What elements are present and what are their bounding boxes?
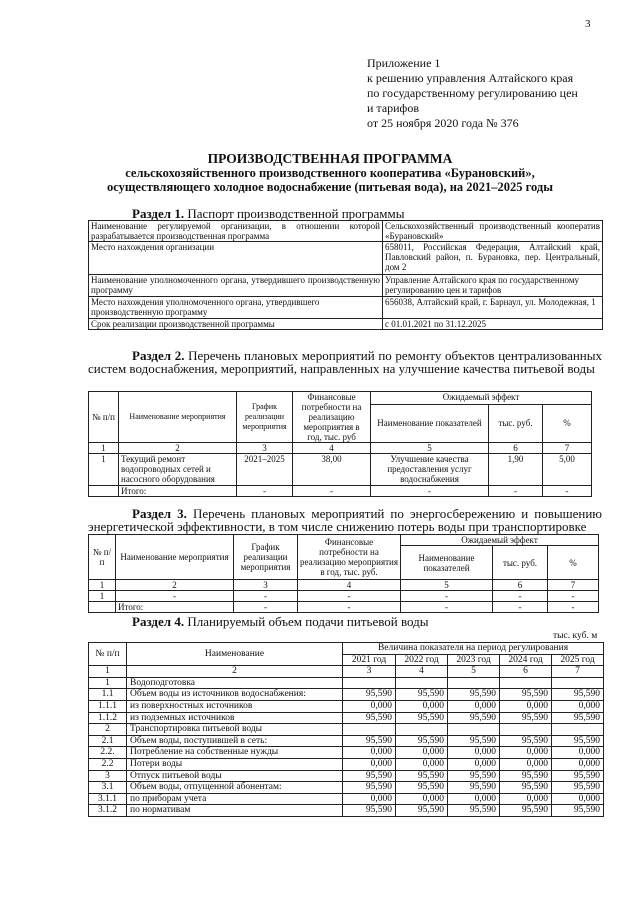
table-cell: 95,590 (448, 689, 500, 701)
section-label: Раздел 1. (132, 206, 185, 221)
table-cell: 95,590 (500, 770, 552, 782)
table-cell: - (493, 602, 548, 613)
table-cell: 3.1 (89, 782, 127, 794)
table-cell: - (371, 486, 489, 497)
table-cell: 0,000 (552, 700, 604, 712)
section1-table (88, 220, 603, 330)
table-cell: 95,590 (448, 712, 500, 724)
table-cell (448, 677, 500, 689)
table-header-row (89, 535, 599, 546)
table-cell: Потребление на собственные нужды (127, 747, 343, 759)
table-cell: по нормативам (127, 805, 343, 817)
table-cell: 95,590 (396, 770, 448, 782)
annex-line: по государственному регулированию цен (367, 86, 578, 100)
table-cell: 95,590 (448, 805, 500, 817)
section-title: Перечень плановых мероприятий по энергосбережению и повышению энергетической эффективности, в том числе снижению потерь воды при транспортировке (88, 506, 602, 534)
header-cell: Наименование показателей (371, 404, 489, 442)
table-cell: 95,590 (552, 712, 604, 724)
table-cell: Улучшение качества предоставления услуг водоснабжения (371, 454, 489, 486)
table-cell: 0,000 (343, 793, 396, 805)
table-cell (89, 486, 119, 497)
table-cell (500, 677, 552, 689)
table-cell: 95,590 (552, 735, 604, 747)
table-cell (448, 724, 500, 736)
table-cell: 3 (89, 770, 127, 782)
table-cell: 0,000 (343, 700, 396, 712)
table-cell: Наименование уполномоченного органа, утвердившего производственную программу (89, 275, 383, 297)
table-cell: из поверхностных источников (127, 700, 343, 712)
table-cell: 1.1.1 (89, 700, 127, 712)
table-row (89, 677, 604, 689)
table-cell: 95,590 (343, 712, 396, 724)
table-cell: 7 (543, 443, 592, 454)
section3-table (88, 534, 599, 613)
table-cell (89, 602, 116, 613)
annex-block (367, 56, 578, 131)
header-cell: % (548, 546, 599, 580)
annex-line: от 25 ноября 2020 года № 376 (367, 116, 519, 130)
header-cell: % (543, 404, 592, 442)
header-cell: Наименование мероприятия (119, 392, 237, 443)
title-line: осуществляющего холодное водоснабжение (питьевая вода), на 2021–2025 годы (107, 180, 553, 194)
table-cell: 0,000 (396, 758, 448, 770)
table-row (89, 443, 592, 454)
table-row (89, 724, 604, 736)
table-row (89, 805, 604, 817)
table-cell: - (493, 591, 548, 602)
table-cell: - (293, 486, 371, 497)
header-cell: № п/п (89, 643, 127, 666)
header-cell: 2022 год (396, 654, 448, 666)
table-cell: 2 (119, 443, 237, 454)
table-cell: - (401, 602, 493, 613)
table-cell: 95,590 (343, 770, 396, 782)
table-cell: Объем воды, отпущенной абонентам: (127, 782, 343, 794)
table-cell (552, 724, 604, 736)
table-cell: 0,000 (552, 747, 604, 759)
table-cell: 0,000 (500, 758, 552, 770)
table-cell (396, 724, 448, 736)
table-cell: 3 (343, 666, 396, 678)
table-cell: 2.1 (89, 735, 127, 747)
table-cell: 95,590 (343, 689, 396, 701)
table-cell: 95,590 (552, 805, 604, 817)
table-cell: - (298, 591, 401, 602)
table-cell: 95,590 (500, 805, 552, 817)
table-cell: - (401, 591, 493, 602)
table-cell: - (234, 591, 298, 602)
header-cell: № п/п (89, 535, 116, 580)
header-cell: Ожидаемый эффект (371, 392, 592, 405)
table-cell: 95,590 (552, 782, 604, 794)
table-cell: Потери воды (127, 758, 343, 770)
header-cell: Наименование (127, 643, 343, 666)
section4-table (88, 642, 604, 817)
header-cell: № п/п (89, 392, 119, 443)
table-cell: 5,00 (543, 454, 592, 486)
table-cell: 656038, Алтайский край, г. Барнаул, ул. Молодежная, 1 (383, 297, 603, 319)
table-row (89, 712, 604, 724)
table-cell: 95,590 (343, 735, 396, 747)
table-cell: 95,590 (448, 770, 500, 782)
table-cell: по приборам учета (127, 793, 343, 805)
table-row (89, 666, 604, 678)
table-row (89, 221, 603, 242)
page-number: 3 (585, 18, 591, 30)
table-row (89, 782, 604, 794)
table-cell: Итого: (116, 602, 234, 613)
header-cell: График реализации мероприятия (234, 535, 298, 580)
table-header-row (89, 392, 592, 405)
table-cell: 1 (89, 454, 119, 486)
table-cell: 2.2 (89, 758, 127, 770)
header-cell: Финансовые потребности на реализацию мероприятия в год, тыс. руб (293, 392, 371, 443)
table-cell: Итого: (119, 486, 237, 497)
table-cell: 2 (116, 580, 234, 591)
table-cell: Место нахождения организации (89, 242, 383, 275)
table-cell: 7 (552, 666, 604, 678)
header-cell: Финансовые потребности на реализацию мероприятия в год, тыс. руб. (298, 535, 401, 580)
table-cell: 0,000 (396, 747, 448, 759)
section2-table (88, 391, 592, 497)
table-cell: 0,000 (448, 793, 500, 805)
header-cell: Наименование показателей (401, 546, 493, 580)
table-cell: 2021–2025 (237, 454, 293, 486)
table-cell: 4 (298, 580, 401, 591)
table-cell: 1 (89, 677, 127, 689)
table-cell: 4 (396, 666, 448, 678)
table-cell: Сельскохозяйственный производственный кооператив «Бурановский» (383, 221, 603, 242)
table-cell: 1.1 (89, 689, 127, 701)
table-cell: 0,000 (448, 758, 500, 770)
table-cell: Водоподготовка (127, 677, 343, 689)
table-cell: 95,590 (500, 712, 552, 724)
table-cell: 1,90 (489, 454, 543, 486)
table-cell: с 01.01.2021 по 31.12.2025 (383, 319, 603, 330)
unit-label: тыс. куб. м (553, 631, 598, 641)
table-cell: 6 (500, 666, 552, 678)
table-row (89, 275, 603, 297)
table-row (89, 454, 592, 486)
header-cell: тыс. руб. (493, 546, 548, 580)
table-cell (343, 724, 396, 736)
table-cell: - (548, 602, 599, 613)
table-cell: 3.1.1 (89, 793, 127, 805)
table-cell: 0,000 (343, 747, 396, 759)
table-cell: 95,590 (500, 735, 552, 747)
table-cell: 3.1.2 (89, 805, 127, 817)
table-cell: 5 (371, 443, 489, 454)
annex-line: к решению управления Алтайского края (367, 71, 574, 85)
header-cell: График реализации мероприятия (237, 392, 293, 443)
table-cell: 2 (89, 724, 127, 736)
table-cell: - (237, 486, 293, 497)
section2-heading (88, 349, 602, 375)
table-cell: - (489, 486, 543, 497)
table-cell (396, 677, 448, 689)
section-label: Раздел 3. (132, 506, 187, 521)
table-cell: Срок реализации производственной программы (89, 319, 383, 330)
table-cell: Управление Алтайского края по государственному регулированию цен и тарифов (383, 275, 603, 297)
table-cell: 95,590 (448, 735, 500, 747)
table-cell: 95,590 (396, 712, 448, 724)
table-row (89, 747, 604, 759)
table-cell: 2.2. (89, 747, 127, 759)
table-cell: из подземных источников (127, 712, 343, 724)
header-cell: 2024 год (500, 654, 552, 666)
header-cell: Ожидаемый эффект (401, 535, 599, 546)
header-cell: 2025 год (552, 654, 604, 666)
table-cell: 0,000 (396, 793, 448, 805)
table-cell: Объем воды из источников водоснабжения: (127, 689, 343, 701)
table-cell: 95,590 (552, 689, 604, 701)
table-cell: - (234, 602, 298, 613)
table-header-row (89, 643, 604, 655)
table-cell: 38,00 (293, 454, 371, 486)
table-row (89, 319, 603, 330)
table-cell: 95,590 (500, 689, 552, 701)
table-cell: - (543, 486, 592, 497)
table-cell: 6 (493, 580, 548, 591)
table-cell: 95,590 (343, 782, 396, 794)
header-cell: тыс. руб. (489, 404, 543, 442)
table-cell: 1.1.2 (89, 712, 127, 724)
table-cell: 95,590 (396, 689, 448, 701)
table-cell (500, 724, 552, 736)
table-cell: 2 (127, 666, 343, 678)
table-cell: 658011, Российская Федерация, Алтайский край, Павловский район, п. Бурановка, пер. Центральный, дом 2 (383, 242, 603, 275)
table-row (89, 591, 599, 602)
table-cell: - (548, 591, 599, 602)
table-cell: 95,590 (343, 805, 396, 817)
table-cell: - (298, 602, 401, 613)
table-cell: 0,000 (552, 793, 604, 805)
header-cell: 2021 год (343, 654, 396, 666)
section3-heading (88, 507, 602, 533)
table-cell: 95,590 (500, 782, 552, 794)
table-row (89, 297, 603, 319)
annex-line: Приложение 1 (367, 56, 441, 70)
table-cell: 0,000 (500, 700, 552, 712)
table-cell: 0,000 (500, 793, 552, 805)
section-title: Паспорт производственной программы (187, 206, 405, 221)
table-cell (552, 677, 604, 689)
header-cell: Наименование мероприятия (116, 535, 234, 580)
section4-heading (132, 614, 429, 630)
table-cell: - (116, 591, 234, 602)
table-cell: 0,000 (343, 758, 396, 770)
table-cell: 0,000 (500, 747, 552, 759)
title-line: сельскохозяйственного производственного кооператива «Бурановский», (125, 166, 535, 180)
table-cell: 5 (401, 580, 493, 591)
table-cell: 6 (489, 443, 543, 454)
table-cell: 0,000 (448, 747, 500, 759)
table-cell: 0,000 (396, 700, 448, 712)
table-row (89, 486, 592, 497)
title-line: ПРОИЗВОДСТВЕННАЯ ПРОГРАММА (207, 151, 453, 166)
table-cell: 7 (548, 580, 599, 591)
table-row (89, 735, 604, 747)
table-cell: 95,590 (396, 782, 448, 794)
table-row (89, 242, 603, 275)
table-cell: 95,590 (448, 782, 500, 794)
table-cell: 0,000 (448, 700, 500, 712)
table-cell: 5 (448, 666, 500, 678)
table-cell: 1 (89, 591, 116, 602)
table-row (89, 770, 604, 782)
table-cell: 0,000 (552, 758, 604, 770)
table-cell: 1 (89, 666, 127, 678)
header-cell: Величина показателя на период регулирования (343, 643, 604, 655)
table-row (89, 700, 604, 712)
table-cell: 3 (237, 443, 293, 454)
section-label: Раздел 2. (132, 348, 185, 363)
table-cell: Место нахождения уполномоченного органа, утвердившего производственную программу (89, 297, 383, 319)
table-cell: Текущий ремонт водопроводных сетей и насосного оборудования (119, 454, 237, 486)
table-cell: Транспортировка питьевой воды (127, 724, 343, 736)
document-title (60, 152, 600, 194)
header-cell: 2023 год (448, 654, 500, 666)
table-cell: Наименование регулируемой организации, в отношении которой разрабатывается производственная программа (89, 221, 383, 242)
section-title: Планируемый объем подачи питьевой воды (187, 614, 429, 629)
table-cell: 4 (293, 443, 371, 454)
table-cell: 3 (234, 580, 298, 591)
table-row (89, 689, 604, 701)
section-title: Перечень плановых мероприятий по ремонту объектов централизованных систем водоснабжения, мероприятий, направленных на улучшение качества питьевой воды (88, 348, 602, 376)
table-row (89, 602, 599, 613)
table-cell: 1 (89, 580, 116, 591)
table-cell: 95,590 (396, 805, 448, 817)
table-cell: 1 (89, 443, 119, 454)
table-row (89, 580, 599, 591)
table-cell (343, 677, 396, 689)
annex-line: и тарифов (367, 101, 420, 115)
table-cell: Отпуск питьевой воды (127, 770, 343, 782)
section-label: Раздел 4. (132, 614, 185, 629)
table-cell: 95,590 (396, 735, 448, 747)
table-row (89, 758, 604, 770)
table-row (89, 793, 604, 805)
table-cell: Объем воды, поступившей в сеть: (127, 735, 343, 747)
table-cell: 95,590 (552, 770, 604, 782)
